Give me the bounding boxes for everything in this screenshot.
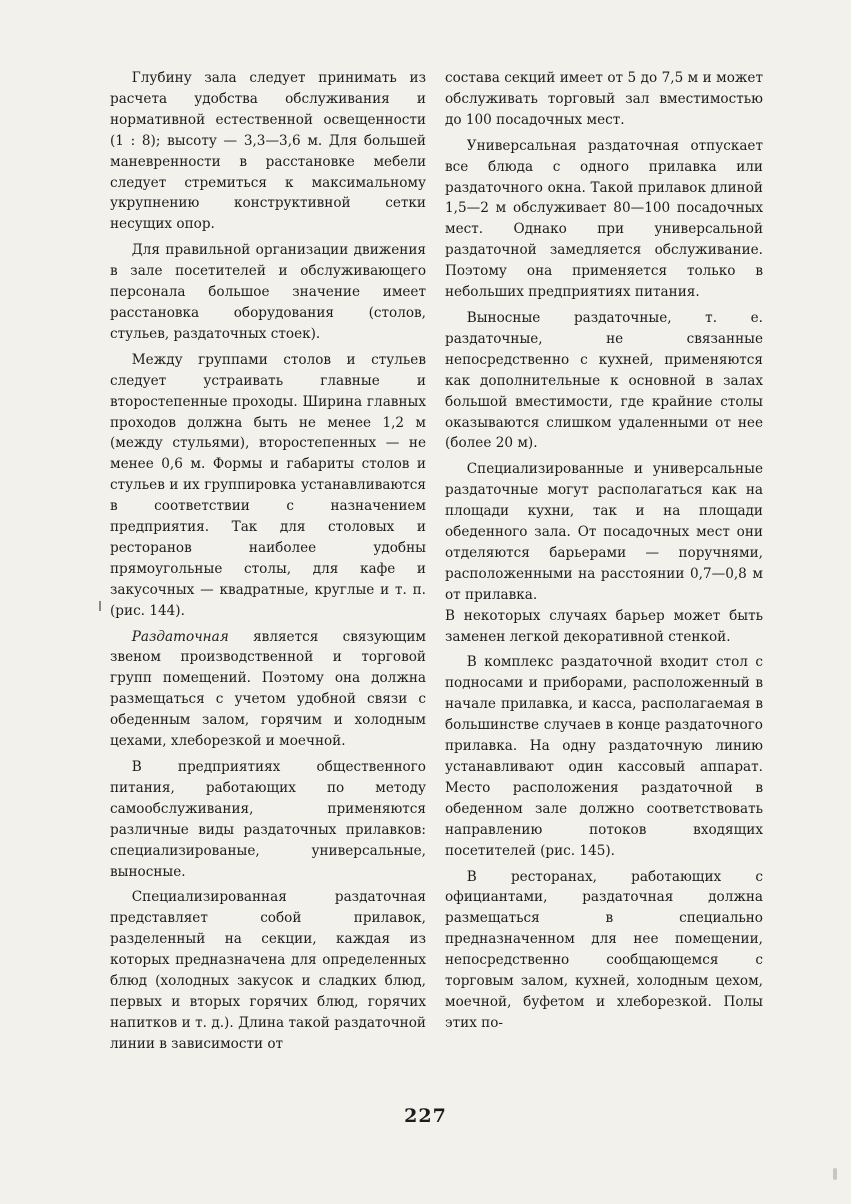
paragraph: Выносные раздаточные, т. е. раздаточные, не связанные непосредственно с кухней, применяются как дополнительные к основной в залах большой вместимости, где крайние столы оказываются слишком удаленными от нее (более 20 м). bbox=[445, 309, 763, 452]
paragraph: В ресторанах, работающих с официантами, раздаточная должна размещаться в специально предназначенном для нее помещении, непосредственно сообщающемся с торговым залом, кухней, холодным цехом, моечной, буфетом и хлеборезкой. Полы этих по- bbox=[445, 868, 763, 1031]
margin-mark bbox=[99, 601, 101, 611]
italic-term: Раздаточная bbox=[131, 628, 229, 645]
paragraph: В предприятиях общественного питания, работающих по методу самообслуживания, применяются различные виды раздаточных прилавков: специализированые, универсальные, выносные. bbox=[110, 759, 426, 880]
paragraph: Глубину зала следует принимать из расчета удобства обслуживания и нормативной естественной освещенности (1 : 8); высоту — 3,3—3,6 м. Для большей маневренности в расстановке мебели следует стремиться к максимальному укрупнению конструктивной сетки несущих опор. bbox=[110, 70, 426, 233]
paragraph: В некоторых случаях барьер может быть заменен легкой декоративной стенкой. bbox=[445, 607, 763, 645]
paragraph: В комплекс раздаточной входит стол с подносами и приборами, расположенный в начале прилавка, и касса, располагаемая в большинстве случаев в конце раздаточного прилавка. На одну раздаточную линию устанавливают один кассовый аппарат. Место расположения раздаточной в обеденном зале должно соответствовать направлению потоков входящих посетителей (рис. 145). bbox=[445, 654, 763, 859]
paragraph: Между группами столов и стульев следует устраивать главные и второстепенные проходы. Ширина главных проходов должна быть не менее 1,2 м (между стульями), второстепенных — не менее 0,6 м. Формы и габариты столов и стульев и их группировка устанавливаются в соответствии с назначением предприятия. Так для столовых и ресторанов наиболее удобны прямоугольные столы, для кафе и закусочных — квадратные, круглые и т. п. (рис. 144). bbox=[110, 351, 426, 619]
paragraph: Для правильной организации движения в зале посетителей и обслуживающего персонала большое значение имеет расстановка оборудования (столов, стульев, раздаточных стоек). bbox=[110, 242, 426, 342]
paragraph-continued: состава секций имеет от 5 до 7,5 м и может обслуживать торговый зал вместимостью до 100 посадочных мест. bbox=[445, 70, 763, 128]
right-column bbox=[445, 68, 763, 1034]
paragraph: Специализированная раздаточная представляет собой прилавок, разделенный на секции, каждая из которых предназначена для определенных блюд (холодных закусок и сладких блюд, первых и вторых горячих блюд, горячих напитков и т. д.). Длина такой раздаточной линии в зависимости от bbox=[110, 889, 426, 1052]
scan-speck bbox=[833, 1168, 837, 1180]
paragraph: Универсальная раздаточная отпускает все блюда с одного прилавка или раздаточного окна. Такой прилавок длиной 1,5—2 м обслуживает 80—100 посадочных мест. Однако при универсальной раздаточной замедляется обслуживание. Поэтому она применяется только в небольших предприятиях питания. bbox=[445, 137, 763, 301]
paragraph-text: является связующим звеном производственной и торговой групп помещений. Поэтому она должна размещаться с учетом удобной связи с обеденным залом, горячим и холодным цехами, хлеборезкой и моечной. bbox=[110, 628, 426, 750]
paragraph-raspredatochnaya bbox=[110, 627, 426, 752]
left-column bbox=[110, 68, 426, 1055]
page-number: 227 bbox=[404, 1105, 447, 1127]
paragraph: Специализированные и универсальные раздаточные могут располагаться как на площади кухни, так и на площади обеденного зала. От посадочных мест они отделяются барьерами — поручнями, расположенными на расстоянии 0,7—0,8 м от прилавка. bbox=[445, 461, 763, 603]
